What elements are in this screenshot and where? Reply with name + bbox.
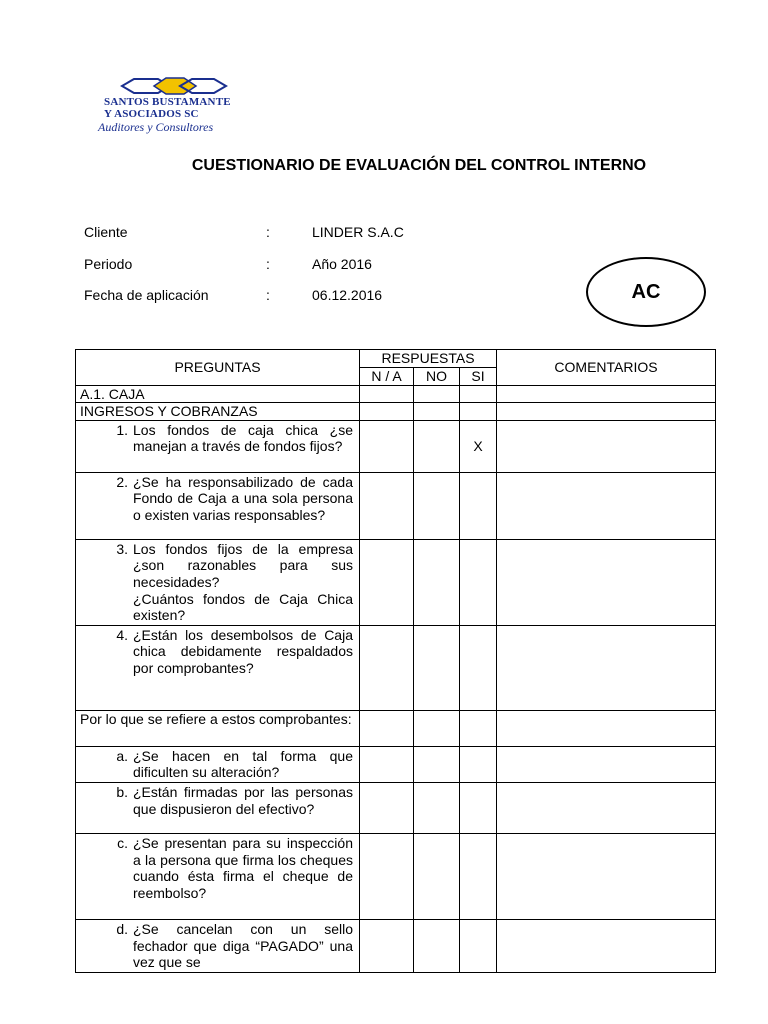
cell-na[interactable] xyxy=(360,782,414,833)
cell-no[interactable] xyxy=(414,710,460,746)
info-value: Año 2016 xyxy=(312,256,372,272)
cell-na[interactable] xyxy=(360,539,414,625)
cell-no[interactable] xyxy=(414,385,460,403)
cell-comment[interactable] xyxy=(497,472,716,539)
cell-si[interactable] xyxy=(460,625,497,710)
ac-stamp: AC xyxy=(586,257,706,327)
subquestion-text: ¿Se cancelan con un sello fechador que diga “PAGADO” una vez que se xyxy=(133,920,353,971)
subquestion-letter: a. xyxy=(116,747,128,764)
header-si: SI xyxy=(460,368,497,386)
cell-na[interactable] xyxy=(360,833,414,919)
cell-si[interactable] xyxy=(460,539,497,625)
cell-na[interactable] xyxy=(360,420,414,472)
question-text: Los fondos de caja chica ¿se manejan a través de fondos fijos? xyxy=(133,421,353,455)
table-header-row xyxy=(76,350,716,368)
table-row xyxy=(76,472,716,539)
info-separator: : xyxy=(266,256,270,272)
subquestion-letter: c. xyxy=(117,834,128,851)
subsection-label: INGRESOS Y COBRANZAS xyxy=(76,403,360,421)
cell-si[interactable] xyxy=(460,710,497,746)
document-title: CUESTIONARIO DE EVALUACIÓN DEL CONTROL INTERNO xyxy=(191,157,647,174)
cell-no[interactable] xyxy=(414,403,460,421)
cell-comment[interactable] xyxy=(497,919,716,972)
table-row xyxy=(76,746,716,782)
intro-text: Por lo que se refiere a estos comprobantes: xyxy=(76,710,360,746)
logo-tagline: Auditores y Consultores xyxy=(98,120,214,134)
info-value: LINDER S.A.C xyxy=(312,224,404,240)
question-number: 3. xyxy=(116,540,128,557)
cell-no[interactable] xyxy=(414,539,460,625)
cell-comment[interactable] xyxy=(497,385,716,403)
header-preguntas: PREGUNTAS xyxy=(76,350,360,386)
cell-na[interactable] xyxy=(360,625,414,710)
header-respuestas: RESPUESTAS xyxy=(360,350,497,368)
cell-no[interactable] xyxy=(414,782,460,833)
cell-comment[interactable] xyxy=(497,403,716,421)
table-row xyxy=(76,782,716,833)
cell-no[interactable] xyxy=(414,746,460,782)
table-row xyxy=(76,710,716,746)
table-row xyxy=(76,420,716,472)
cell-comment[interactable] xyxy=(497,710,716,746)
info-value: 06.12.2016 xyxy=(312,287,383,303)
cell-no[interactable] xyxy=(414,472,460,539)
info-label: Fecha de aplicación xyxy=(84,287,209,303)
table-row xyxy=(76,919,716,972)
table-row xyxy=(76,539,716,625)
cell-comment[interactable] xyxy=(497,833,716,919)
question-text: ¿Se ha responsabilizado de cada Fondo de Caja a una sola persona o existen varias responsables? xyxy=(133,473,353,523)
questionnaire-table xyxy=(75,349,716,973)
question-text: Los fondos fijos de la empresa ¿son razonables para sus necesidades? xyxy=(133,540,353,590)
question-number: 4. xyxy=(116,626,128,643)
info-separator: : xyxy=(266,287,270,303)
logo-company-name: SANTOS BUSTAMANTE xyxy=(104,96,231,108)
question-text-2: ¿Cuántos fondos de Caja Chica existen? xyxy=(133,590,353,624)
header-comentarios: COMENTARIOS xyxy=(497,350,716,386)
cell-na[interactable] xyxy=(360,710,414,746)
header-no: NO xyxy=(414,368,460,386)
subquestion-text: ¿Están firmadas por las personas que dispusieron del efectivo? xyxy=(133,783,353,817)
cell-si[interactable] xyxy=(460,919,497,972)
section-label: A.1. CAJA xyxy=(76,385,360,403)
cell-si[interactable]: X xyxy=(460,420,497,472)
cell-si[interactable] xyxy=(460,403,497,421)
cell-comment[interactable] xyxy=(497,746,716,782)
cell-no[interactable] xyxy=(414,625,460,710)
company-logo xyxy=(96,72,286,142)
cell-si[interactable] xyxy=(460,746,497,782)
logo-company-name-2: Y ASOCIADOS SC xyxy=(104,108,199,120)
cell-comment[interactable] xyxy=(497,625,716,710)
cell-no[interactable] xyxy=(414,833,460,919)
subquestion-letter: b. xyxy=(116,783,128,800)
table-row xyxy=(76,833,716,919)
cell-si[interactable] xyxy=(460,472,497,539)
cell-si[interactable] xyxy=(460,385,497,403)
cell-na[interactable] xyxy=(360,403,414,421)
question-number: 2. xyxy=(116,473,128,490)
subquestion-letter: d. xyxy=(116,920,128,937)
subquestion-text: ¿Se hacen en tal forma que dificulten su alteración? xyxy=(133,747,353,781)
info-label: Periodo xyxy=(84,256,133,272)
cell-comment[interactable] xyxy=(497,420,716,472)
cell-na[interactable] xyxy=(360,472,414,539)
cell-no[interactable] xyxy=(414,919,460,972)
cell-si[interactable] xyxy=(460,833,497,919)
table-row xyxy=(76,625,716,710)
info-separator: : xyxy=(266,224,270,240)
cell-no[interactable] xyxy=(414,420,460,472)
cell-si[interactable] xyxy=(460,782,497,833)
question-number: 1. xyxy=(116,421,128,438)
question-text: ¿Están los desembolsos de Caja chica debidamente respaldados por comprobantes? xyxy=(133,626,353,676)
logo-emblem-icon xyxy=(120,76,230,96)
info-label: Cliente xyxy=(84,224,128,240)
section-row xyxy=(76,385,716,403)
header-na: N / A xyxy=(360,368,414,386)
subquestion-text: ¿Se presentan para su inspección a la persona que firma los cheques cuando ésta firma el cheque de reembolso? xyxy=(133,834,353,901)
cell-na[interactable] xyxy=(360,919,414,972)
cell-na[interactable] xyxy=(360,746,414,782)
subsection-row xyxy=(76,403,716,421)
cell-comment[interactable] xyxy=(497,782,716,833)
cell-na[interactable] xyxy=(360,385,414,403)
cell-comment[interactable] xyxy=(497,539,716,625)
